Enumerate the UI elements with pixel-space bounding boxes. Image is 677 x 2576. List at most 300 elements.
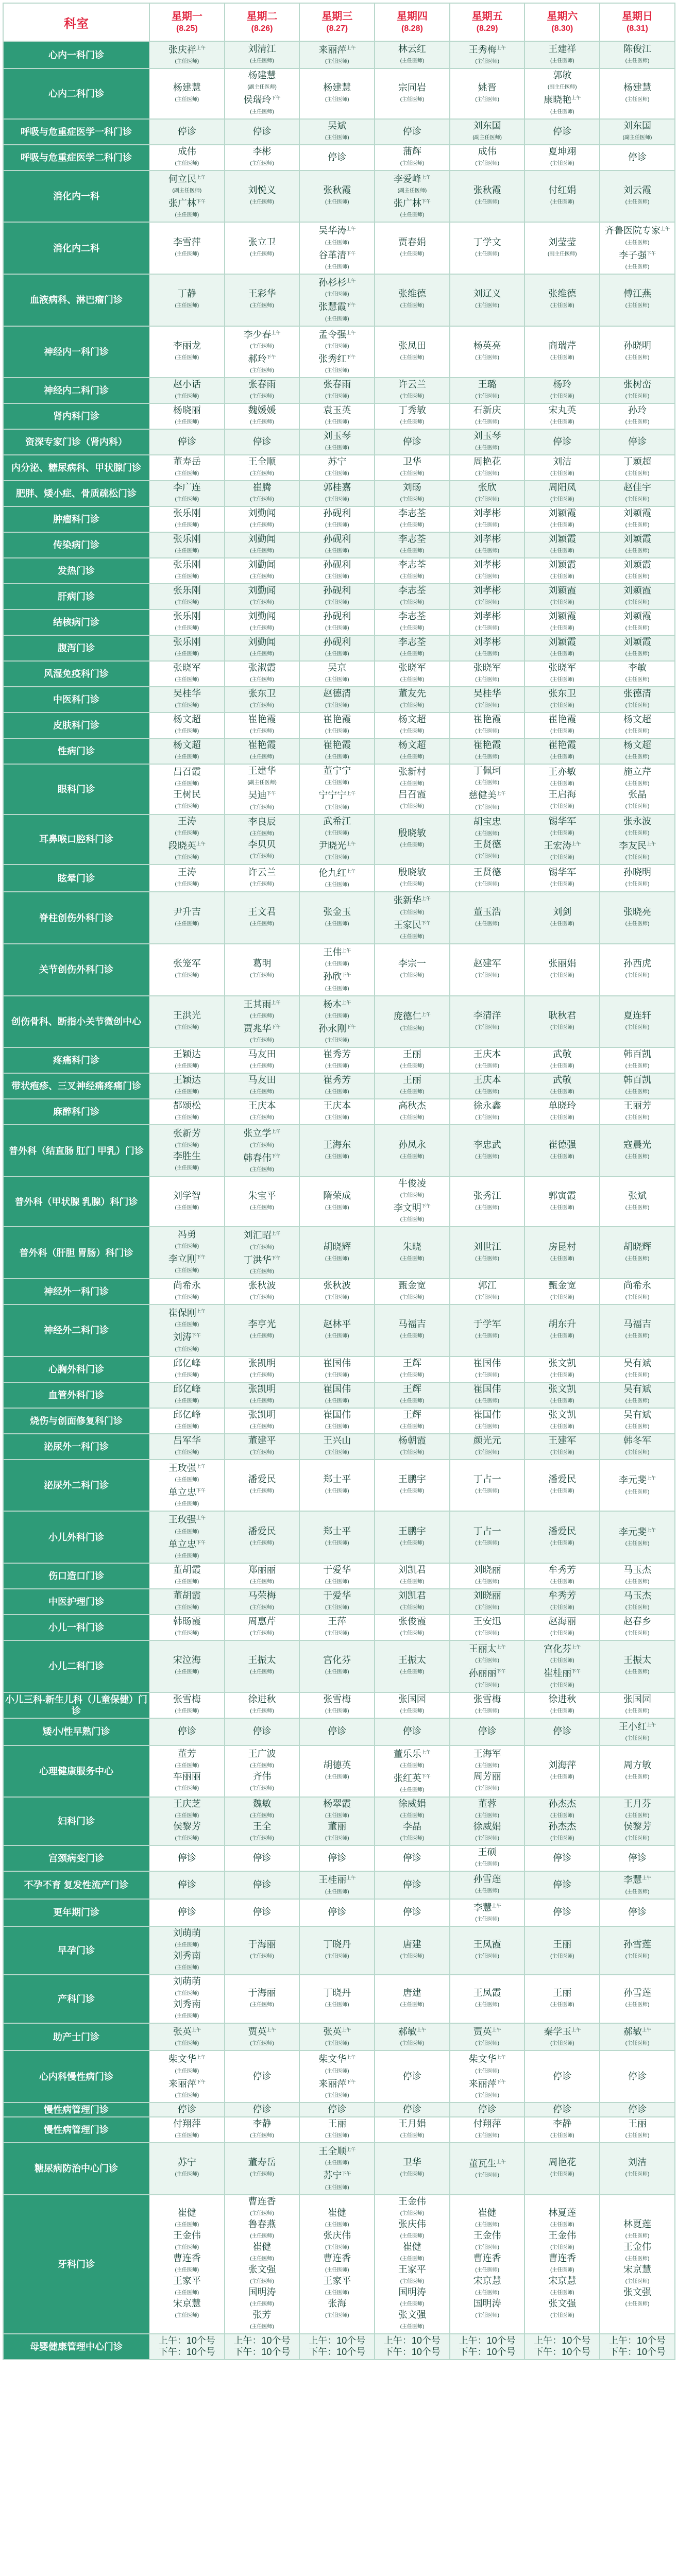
title-text: (主任医师) — [175, 1763, 199, 1769]
title-text: (主任医师) — [475, 548, 499, 554]
schedule-cell — [450, 661, 525, 687]
title-text: (主任医师) — [400, 1423, 425, 1430]
doctor-entry — [301, 1022, 373, 1035]
department-row — [3, 222, 675, 274]
title-text: (主任医师) — [250, 522, 274, 529]
title-text: (主任医师) — [625, 1398, 650, 1404]
doctor-title — [601, 674, 673, 685]
doctor-entry — [526, 1590, 598, 1602]
schedule-cell — [524, 1047, 600, 1073]
doctor-entry — [376, 585, 448, 597]
schedule-cell — [225, 661, 300, 687]
title-text: (主任医师) — [250, 677, 274, 683]
doctor-name: 董友先 — [398, 688, 426, 699]
doctor-title — [451, 1913, 523, 1925]
schedule-cell — [299, 1511, 375, 1563]
title-text: (主任医师) — [625, 2041, 650, 2047]
schedule-header — [3, 3, 675, 41]
department-row — [3, 1511, 675, 1563]
doctor-title — [151, 2090, 223, 2101]
doctor-name: 鲁春燕 — [248, 2218, 276, 2229]
schedule-cell — [450, 2103, 525, 2117]
session-tag: 上午 — [196, 174, 206, 180]
doctor-name: 李清洋 — [473, 1010, 501, 1021]
doctor-entry — [451, 1191, 523, 1202]
title-text: (主任医师) — [550, 548, 574, 554]
doctor-entry — [526, 1075, 598, 1086]
doctor-title — [451, 700, 523, 711]
doctor-entry — [151, 1485, 223, 1498]
doctor-title — [151, 158, 223, 169]
doctor-title — [301, 261, 373, 273]
doctor-name: 吕召霞 — [398, 789, 426, 800]
schedule-cell — [225, 944, 300, 996]
doctor-name: 刘涛 — [173, 1332, 192, 1343]
schedule-cell — [149, 1511, 225, 1563]
doctor-title — [451, 2130, 523, 2141]
schedule-cell — [299, 506, 375, 532]
title-text: (主任医师) — [175, 1024, 199, 1030]
title-text: (主任医师) — [625, 96, 650, 103]
doctor-title — [151, 468, 223, 479]
doctor-name: 崔国伟 — [323, 1383, 351, 1394]
doctor-title — [376, 1833, 448, 1844]
doctor-name: 下午：10个号 — [534, 2346, 591, 2357]
doctor-name: 张欣 — [478, 482, 497, 493]
doctor-title — [151, 725, 223, 737]
session-tag: 上午 — [496, 2055, 506, 2060]
doctor-title — [601, 196, 673, 208]
doctor-entry — [151, 2335, 223, 2347]
schedule-cell — [299, 609, 375, 635]
doctor-entry — [526, 907, 598, 918]
department-row — [3, 2117, 675, 2143]
doctor-entry — [301, 970, 373, 982]
doctor-title — [451, 674, 523, 685]
title-text: (主任医师) — [475, 471, 499, 477]
title-text: (主任医师) — [475, 1786, 499, 1792]
title-text: (主任医师) — [175, 2312, 199, 2318]
title-text: (主任医师) — [475, 1682, 499, 1688]
doctor-name: 刘凯君 — [398, 1590, 426, 1601]
schedule-cell — [450, 1797, 525, 1845]
doctor-entry — [451, 1988, 523, 1999]
doctor-entry — [376, 508, 448, 519]
department-name: 小儿一科门诊 — [3, 1615, 149, 1640]
doctor-name: 停诊 — [628, 436, 647, 447]
doctor-entry — [301, 1280, 373, 1292]
title-text: (主任医师) — [475, 1954, 499, 1960]
doctor-name: 刘玉琴 — [473, 431, 501, 442]
doctor-name: 张国园 — [398, 1693, 426, 1704]
doctor-name: 崔国伟 — [473, 1409, 501, 1420]
doctor-entry — [151, 1726, 223, 1737]
doctor-title — [526, 2242, 598, 2253]
title-text: (主任医师) — [400, 1630, 425, 1636]
title-text: (主任医师) — [175, 854, 199, 860]
doctor-entry — [376, 2310, 448, 2321]
schedule-cell — [149, 1589, 225, 1615]
title-text: (主任医师) — [325, 574, 349, 580]
doctor-entry — [226, 740, 298, 751]
doctor-name: 邱亿峰 — [173, 1383, 201, 1394]
doctor-entry — [601, 2104, 673, 2115]
doctor-title — [601, 1421, 673, 1432]
doctor-entry — [601, 1821, 673, 1833]
department-name: 肝病门诊 — [3, 584, 149, 609]
title-text: (主任医师) — [250, 303, 274, 309]
doctor-entry — [226, 1565, 298, 1576]
doctor-title — [601, 1733, 673, 1744]
doctor-entry — [151, 508, 223, 519]
schedule-cell — [450, 713, 525, 738]
schedule-cell — [600, 326, 675, 378]
doctor-title — [151, 778, 223, 789]
doctor-name: 李文明 — [393, 1202, 421, 1213]
schedule-cell — [524, 506, 600, 532]
session-tag: 上午 — [196, 45, 206, 50]
schedule-cell — [450, 1589, 525, 1615]
doctor-entry — [226, 1435, 298, 1447]
doctor-name: 张雪梅 — [173, 1693, 201, 1704]
doctor-entry — [376, 1049, 448, 1060]
doctor-title — [301, 700, 373, 711]
doctor-entry — [151, 82, 223, 94]
doctor-name: 王洪光 — [173, 1010, 201, 1021]
doctor-entry — [226, 2310, 298, 2321]
title-text: (主任医师) — [250, 973, 274, 979]
doctor-entry — [226, 352, 298, 365]
title-text: (主任医师) — [175, 497, 199, 503]
doctor-name: 刘学智 — [173, 1190, 201, 1201]
doctor-name: 国明涛 — [398, 2286, 426, 2297]
doctor-entry — [376, 560, 448, 571]
doctor-entry — [451, 405, 523, 416]
schedule-cell — [299, 69, 375, 118]
doctor-name: 赵德清 — [323, 688, 351, 699]
department-row — [3, 1975, 675, 2023]
doctor-entry — [376, 1280, 448, 1292]
department-row — [3, 996, 675, 1048]
doctor-title — [451, 1060, 523, 1072]
doctor-title — [226, 1447, 298, 1458]
doctor-title — [226, 1060, 298, 1072]
doctor-entry — [601, 2287, 673, 2298]
doctor-name: 崔德强 — [548, 1139, 577, 1150]
doctor-title — [226, 1242, 298, 1253]
doctor-entry — [526, 2208, 598, 2219]
department-name: 伤口造口门诊 — [3, 1563, 149, 1589]
doctor-name: 丁学文 — [473, 236, 501, 247]
doctor-title — [151, 970, 223, 981]
session-tag: 上午 — [496, 791, 506, 796]
doctor-name: 丁晓丹 — [323, 1988, 351, 1998]
doctor-title — [601, 801, 673, 812]
session-tag: 下午 — [421, 198, 431, 204]
doctor-title — [151, 674, 223, 685]
doctor-title — [526, 1705, 598, 1717]
department-row — [3, 1845, 675, 1871]
schedule-cell — [149, 738, 225, 764]
doctor-name: 韩旸霞 — [173, 1616, 201, 1626]
doctor-title — [226, 851, 298, 862]
title-text: (主任医师) — [475, 2093, 499, 2099]
title-text: (主任医师) — [400, 1763, 425, 1769]
doctor-entry — [526, 1384, 598, 1395]
schedule-cell — [450, 1460, 525, 1512]
schedule-cell — [524, 1460, 600, 1512]
doctor-title — [301, 1576, 373, 1587]
doctor-entry — [451, 1410, 523, 1421]
doctor-name: 停诊 — [402, 436, 421, 447]
title-text: (主任医师) — [550, 651, 574, 657]
session-tag: 上午 — [646, 1476, 656, 1481]
doctor-entry — [151, 1928, 223, 1939]
doctor-name: 张丽娟 — [548, 958, 577, 969]
title-text: (主任医师) — [175, 1268, 199, 1274]
doctor-name: 夏连轩 — [623, 1010, 651, 1021]
title-text: (主任医师) — [400, 251, 425, 257]
schedule-cell — [299, 996, 375, 1048]
doctor-entry — [151, 146, 223, 158]
doctor-name: 董胡霞 — [173, 1564, 201, 1575]
doctor-name: 李爱峰 — [393, 173, 421, 184]
schedule-cell — [450, 326, 525, 378]
doctor-name: 王丽太 — [468, 1643, 497, 1654]
doctor-title — [151, 1447, 223, 1458]
doctor-entry — [451, 1100, 523, 1112]
doctor-title — [301, 341, 373, 352]
title-text: (主任医师) — [325, 292, 349, 298]
doctor-name: 曹连香 — [173, 2252, 201, 2263]
department-row — [3, 2143, 675, 2195]
doctor-entry — [526, 2104, 598, 2115]
schedule-cell — [524, 584, 600, 609]
schedule-cell — [299, 764, 375, 814]
schedule-cell — [524, 1692, 600, 1718]
schedule-cell — [149, 2334, 225, 2360]
department-name: 消化内二科 — [3, 222, 149, 274]
doctor-title — [151, 185, 223, 196]
schedule-cell — [375, 1745, 450, 1798]
schedule-cell — [600, 1511, 675, 1563]
doctor-entry — [151, 456, 223, 468]
title-text: (主任医师) — [625, 1579, 650, 1585]
title-text: (主任医师) — [625, 1735, 650, 1741]
doctor-entry — [226, 1879, 298, 1891]
doctor-name: 孙砚利 — [323, 637, 351, 648]
doctor-entry — [451, 585, 523, 597]
doctor-entry — [226, 1655, 298, 1666]
doctor-entry — [301, 1821, 373, 1833]
title-text: (主任医师) — [175, 1579, 199, 1585]
doctor-name: 孙杰杰 — [548, 1821, 577, 1832]
doctor-name: 上午：10个号 — [233, 2335, 291, 2346]
doctor-entry — [301, 1616, 373, 1628]
title-text: (主任医师) — [625, 2278, 650, 2284]
doctor-name: 刘勤闻 — [248, 508, 276, 519]
title-text: (主任医师) — [400, 625, 425, 632]
weekday-label: 星期五 — [471, 11, 503, 22]
doctor-entry — [376, 1009, 448, 1022]
title-text: (主任医师) — [475, 651, 499, 657]
title-text: (主任医师) — [550, 1205, 574, 1211]
doctor-name: 停诊 — [252, 1907, 272, 1918]
session-tag: 上午 — [271, 1129, 281, 1134]
doctor-name: 甄金宽 — [398, 1280, 426, 1291]
session-tag: 上午 — [571, 2027, 581, 2033]
doctor-title — [526, 391, 598, 402]
title-text: (副主任医师) — [172, 188, 202, 194]
doctor-entry — [301, 663, 373, 674]
doctor-name: 张庆祥 — [168, 44, 196, 55]
title-text: (主任医师) — [400, 1787, 425, 1793]
doctor-title — [226, 1485, 298, 1497]
schedule-cell — [299, 1382, 375, 1408]
doctor-name: 杨建慧 — [173, 82, 201, 93]
doctor-entry — [376, 2196, 448, 2208]
doctor-title — [601, 751, 673, 762]
doctor-entry — [376, 482, 448, 494]
doctor-name: 张乐刚 — [173, 560, 201, 570]
title-text: (主任医师) — [175, 2290, 199, 2296]
title-text: (主任医师) — [625, 548, 650, 554]
doctor-name: 卫华 — [402, 2157, 421, 2168]
doctor-title — [601, 700, 673, 711]
doctor-entry — [451, 2157, 523, 2170]
doctor-title — [151, 1319, 223, 1330]
schedule-cell — [524, 1563, 600, 1589]
schedule-cell — [524, 865, 600, 892]
doctor-name: 崔健 — [478, 2207, 497, 2218]
session-tag: 上午 — [196, 1515, 206, 1521]
doctor-name: 张芳 — [252, 2309, 272, 2320]
schedule-cell — [600, 1227, 675, 1279]
department-name: 小儿三科-新生儿科（儿童保健）门诊 — [3, 1692, 149, 1718]
doctor-title — [301, 1810, 373, 1821]
title-text: (主任医师) — [550, 419, 574, 426]
title-text: (主任医师) — [325, 96, 349, 103]
doctor-name: 丁秀敏 — [398, 405, 426, 416]
doctor-name: 商瑞芹 — [548, 340, 577, 351]
title-text: (主任医师) — [475, 1917, 499, 1923]
schedule-cell — [450, 429, 525, 455]
title-text: (主任医师) — [325, 497, 349, 503]
doctor-title — [151, 918, 223, 929]
title-text: (主任医师) — [400, 522, 425, 529]
doctor-entry — [451, 766, 523, 777]
title-text: (主任医师) — [175, 1529, 199, 1535]
doctor-entry — [226, 2242, 298, 2253]
session-tag: 下午 — [196, 1539, 206, 1545]
title-text: (主任医师) — [325, 522, 349, 529]
doctor-name: 张树峦 — [623, 379, 651, 390]
doctor-entry — [376, 2219, 448, 2230]
doctor-title — [526, 1951, 598, 1962]
doctor-title — [451, 519, 523, 531]
title-text: (主任医师) — [475, 199, 499, 205]
doctor-entry — [376, 1100, 448, 1112]
title-text: (主任医师) — [400, 1154, 425, 1160]
doctor-name: 杨晓丽 — [173, 405, 201, 416]
title-text: (主任医师) — [175, 1813, 199, 1819]
doctor-name: 张新村 — [398, 766, 426, 777]
doctor-entry — [151, 405, 223, 416]
doctor-title — [376, 185, 448, 196]
title-text: (主任医师) — [625, 1489, 650, 1495]
title-text: (主任医师) — [325, 1604, 349, 1611]
schedule-cell — [299, 1563, 375, 1589]
schedule-cell — [299, 1589, 375, 1615]
doctor-title — [151, 416, 223, 428]
schedule-cell — [600, 403, 675, 429]
doctor-name: 宫化芬 — [544, 1643, 572, 1654]
doctor-title — [301, 674, 373, 685]
doctor-title — [151, 1810, 223, 1821]
doctor-entry — [376, 1410, 448, 1421]
doctor-title — [151, 2310, 223, 2321]
doctor-name: 马友田 — [248, 1049, 276, 1060]
schedule-cell — [299, 1745, 375, 1798]
department-name: 内分泌、糖尿病科、甲状腺门诊 — [3, 455, 149, 481]
doctor-title — [226, 365, 298, 376]
doctor-title — [526, 648, 598, 659]
doctor-title — [526, 778, 598, 789]
doctor-title — [451, 1151, 523, 1162]
doctor-name: 宋京慧 — [623, 2264, 651, 2275]
title-text: (主任医师) — [625, 830, 650, 836]
doctor-title — [226, 416, 298, 428]
doctor-name: 董宁宁 — [323, 766, 351, 776]
schedule-cell — [299, 41, 375, 69]
doctor-entry — [526, 1474, 598, 1485]
schedule-cell — [299, 326, 375, 378]
doctor-title — [151, 94, 223, 105]
doctor-name: 崔艳霞 — [548, 740, 577, 751]
schedule-cell — [149, 815, 225, 865]
schedule-cell — [225, 738, 300, 764]
title-text: (主任医师) — [625, 1669, 650, 1675]
doctor-entry — [601, 2219, 673, 2230]
doctor-name: 吴桂华 — [473, 688, 501, 699]
title-text: (主任医师) — [400, 2324, 425, 2330]
doctor-name: 宗同岩 — [398, 82, 426, 93]
doctor-entry — [451, 1847, 523, 1858]
doctor-title — [301, 751, 373, 762]
doctor-entry — [601, 714, 673, 725]
schedule-cell — [450, 1073, 525, 1099]
doctor-entry — [451, 1642, 523, 1655]
title-text: (主任医师) — [475, 497, 499, 503]
doctor-title — [151, 1474, 223, 1485]
schedule-cell — [524, 481, 600, 506]
doctor-name: 丁洪华 — [243, 1254, 272, 1265]
schedule-cell — [450, 1304, 525, 1357]
doctor-name: 崔艳霞 — [473, 714, 501, 725]
title-text: (主任医师) — [625, 1708, 650, 1714]
schedule-cell — [524, 996, 600, 1048]
session-tag: 上午 — [346, 226, 356, 232]
doctor-name: 郭江 — [478, 1280, 497, 1291]
doctor-entry — [451, 1075, 523, 1086]
doctor-entry — [376, 1907, 448, 1918]
doctor-entry — [451, 714, 523, 725]
doctor-title — [151, 1628, 223, 1639]
schedule-cell — [299, 455, 375, 481]
doctor-entry — [526, 816, 598, 827]
title-text: (主任医师) — [175, 1423, 199, 1430]
title-text: (主任医师) — [400, 934, 425, 940]
